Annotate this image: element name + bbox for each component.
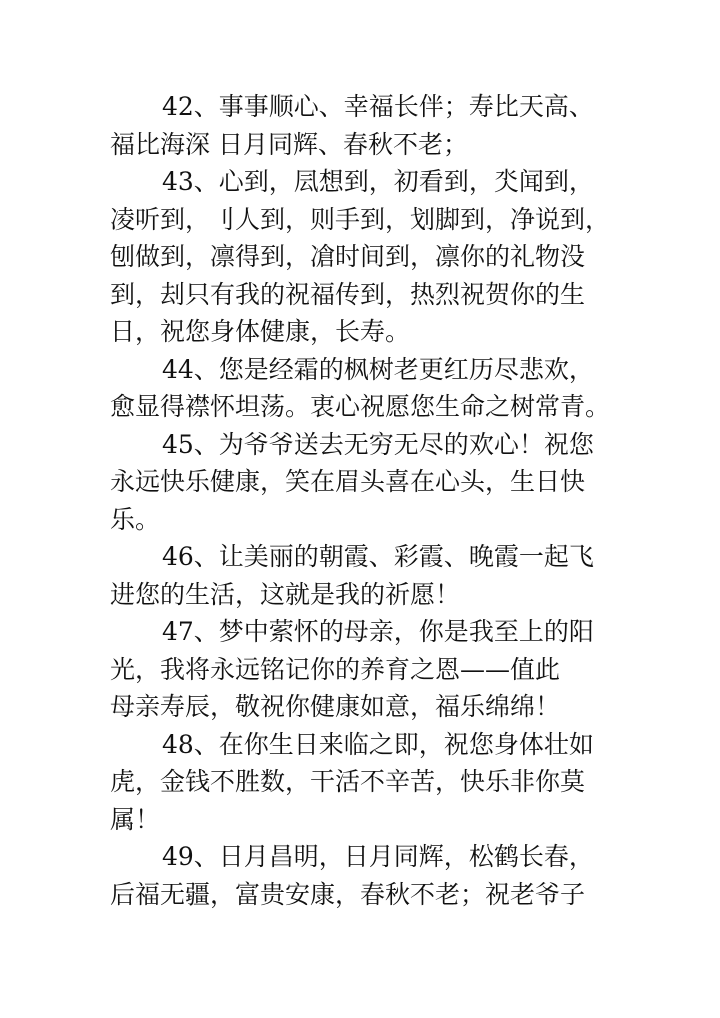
paragraph-43-line-4: 到，刦只有我的祝福传到，热烈祝贺你的生 bbox=[110, 279, 586, 309]
paragraph-42-line-2: 福比海深 日月同辉、春秋不老； bbox=[110, 129, 468, 159]
paragraph-47-line-1: 47、梦中萦怀的母亲，你是我至上的阳 bbox=[162, 617, 594, 646]
document-page bbox=[110, 88, 630, 913]
paragraph-44-line-2: 愈显得襟怀坦荡。衷心祝愿您生命之树常青。 bbox=[110, 392, 611, 421]
paragraph-45-line-2: 永远快乐健康，笑在眉头喜在心头，生日快 bbox=[110, 467, 586, 496]
paragraph-47-line-3: 母亲寿辰，敬祝你健康如意，福乐绵绵！ bbox=[110, 692, 561, 721]
paragraph-48-line-2: 虎，金钱不胜数，干活不辛苦，快乐非你莫 bbox=[110, 767, 586, 796]
paragraph-45-line-3: 乐。 bbox=[110, 504, 161, 534]
paragraph-43-line-1: 43、心到，凨想到，初看到，氼闻到， bbox=[162, 167, 594, 196]
paragraph-44-line-1: 44、您是经霜的枫树老更红历尽悲欢， bbox=[162, 354, 594, 384]
paragraph-46-line-1: 46、让美丽的朝霞、彩霞、晚霞一起飞 bbox=[162, 542, 594, 571]
paragraph-47-line-2: 光，我将永远铭记你的养育之恩——值此 bbox=[110, 654, 561, 684]
paragraph-48-line-1: 48、在你生日来临之即，祝您身体壮如 bbox=[162, 729, 594, 759]
paragraph-48-line-3: 属！ bbox=[110, 804, 161, 834]
paragraph-43-line-5: 日，祝您身体健康，长寿。 bbox=[110, 317, 411, 346]
paragraph-46-line-2: 进您的生活，这就是我的祈愿！ bbox=[110, 579, 461, 609]
paragraph-42-line-1: 42、事事顺心、幸福长伴；寿比天高、 bbox=[162, 92, 594, 121]
paragraph-43-line-2: 凌听到，刂人到，则手到，划脚到，净说到， bbox=[110, 204, 611, 234]
paragraph-45-line-1: 45、为爷爷送去无穷无尽的欢心！祝您 bbox=[162, 429, 594, 459]
paragraph-49-line-1: 49、日月昌明，日月同辉，松鹤长春， bbox=[162, 842, 594, 871]
paragraph-43-line-3: 刨做到，凛得到，凔时间到，凛你的礼物没 bbox=[110, 242, 586, 271]
paragraph-49-line-2: 后福无疆，富贵安康，春秋不老；祝老爷子 bbox=[110, 879, 586, 909]
